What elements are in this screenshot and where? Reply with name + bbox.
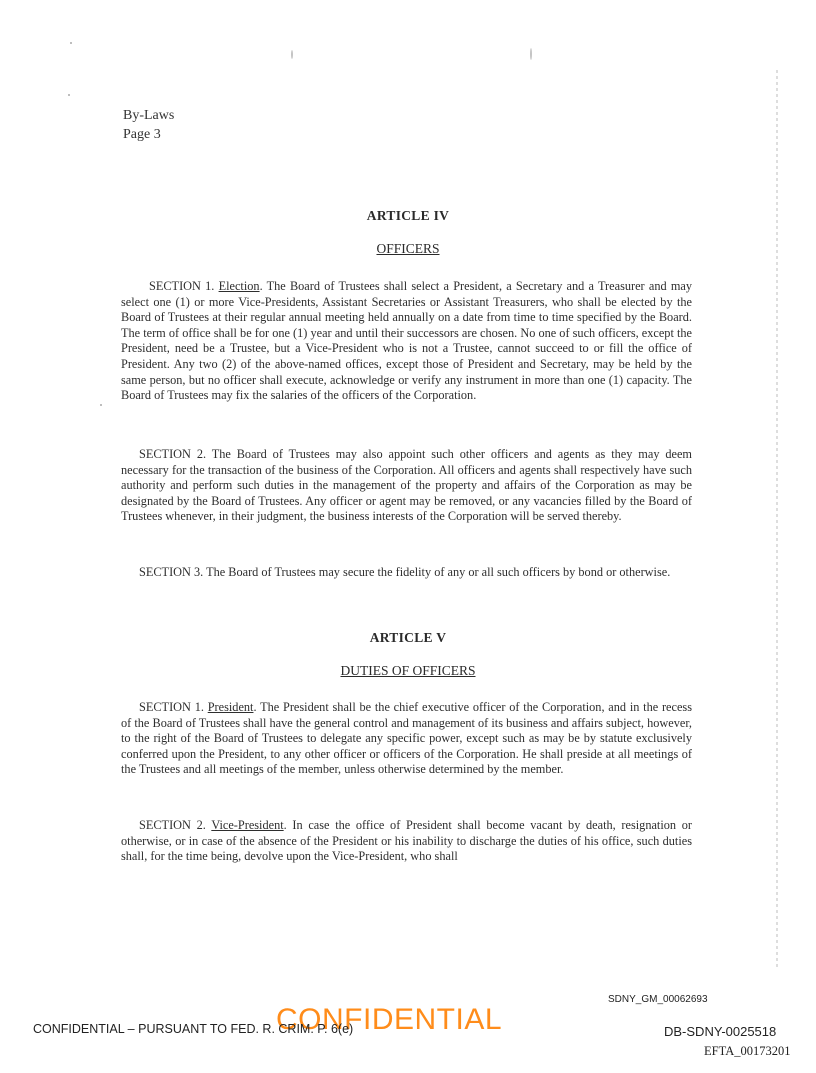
section-label: SECTION 1. — [139, 700, 204, 714]
scan-edge-line — [776, 70, 778, 970]
section-heading: Election — [218, 279, 260, 293]
section-text: . The Board of Trustees shall select a President, a Secretary and a Treasurer and may select one (1) or more Vice-Presidents, Assistant Secretaries or Assistant Treasurers, who shall be elected by the Board of Trustees at their regular annual meeting held annually on a date from time to time specified by the Board. The term of office shall be for one (1) year and until their successors are chosen. No one of such officers, except the President, need be a Trustee, but a Vice-President who is not a Trustee, cannot succeed to or fill the office of President. Any two (2) of the above-named offices, except those of President and Secretary, may be held by the same person, but no officer shall execute, acknowledge or verify any instrument in more than one (1) capacity. The Board of Trustees may fix the salaries of the officers of the Corporation. — [121, 279, 692, 403]
scan-speck — [68, 94, 70, 96]
section-text: SECTION 2. The Board of Trustees may also appoint such other officers and agents as they may deem necessary for the transaction of the business of the Corporation. All officers and agents shall respectively have such authority and perform such duties in the management of the property and affairs of the Corporation as may be designated by the Board of Trustees. Any officer or agent may be removed, or any vacancies filled by the Board of Trustees whenever, in their judgment, the business interests of the Corporation will be served thereby. — [121, 447, 692, 524]
header-page-number: Page 3 — [123, 127, 161, 142]
bates-stamp: SDNY_GM_00062693 — [608, 994, 708, 1005]
article-4-section-3 — [121, 565, 692, 581]
article-5-section-1 — [121, 700, 692, 778]
efta-id: EFTA_00173201 — [704, 1044, 791, 1058]
scan-speck — [530, 48, 532, 60]
section-label: SECTION 2. — [139, 818, 206, 832]
section-label: SECTION 1. — [149, 279, 215, 293]
confidential-watermark: CONFIDENTIAL — [276, 1003, 503, 1036]
section-heading: President — [207, 700, 254, 714]
section-text: . In case the office of President shall become vacant by death, resignation or otherwise, or in case of the absence of the President or his inability to discharge the duties of his office, such duties shall, for the time being, devolve upon the Vice-President, who shall — [121, 818, 692, 864]
scan-speck — [70, 42, 72, 44]
confidentiality-notice: CONFIDENTIAL – PURSUANT TO FED. R. CRIM. P. 6(e) — [33, 1022, 354, 1036]
article-4-title: ARTICLE IV — [366, 208, 450, 223]
scan-speck — [291, 50, 293, 59]
scan-speck — [100, 404, 102, 406]
article-5-subtitle: DUTIES OF OFFICERS — [340, 663, 476, 678]
article-5-section-2 — [121, 818, 692, 865]
article-4-subtitle: OFFICERS — [376, 241, 440, 256]
section-text: . The President shall be the chief executive officer of the Corporation, and in the recess of the Board of Trustees shall have the general control and management of its business and affairs subject, however, to the right of the Board of Trustees to delegate any specific power, except such as may be by statute exclusively conferred upon the President, to any other officer or officers of the Corporation. He shall preside at all meetings of the Trustees and all meetings of the member, unless otherwise determined by the member. — [121, 700, 692, 777]
document-id: DB-SDNY-0025518 — [664, 1024, 777, 1039]
section-heading: Vice-President — [211, 818, 284, 832]
page-header — [123, 106, 174, 144]
section-text: SECTION 3. The Board of Trustees may secure the fidelity of any or all such officers by bond or otherwise. — [139, 565, 671, 579]
article-4-section-1 — [121, 279, 692, 404]
header-title: By-Laws — [123, 108, 175, 123]
article-4-section-2 — [121, 447, 692, 525]
article-5-title: ARTICLE V — [369, 630, 447, 645]
